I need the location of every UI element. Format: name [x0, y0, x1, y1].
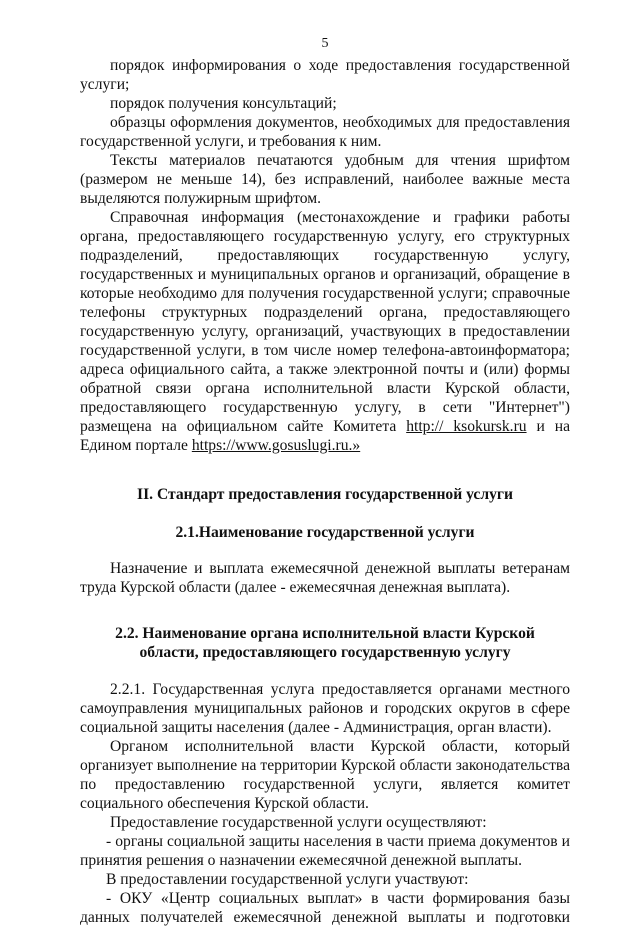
- committee-site-link[interactable]: http:// ksokursk.ru: [406, 418, 527, 435]
- paragraph-consultation-order: порядок получения консультаций;: [110, 95, 337, 112]
- paragraph-informing-order: порядок информирования о ходе предоставления государственной услуги;: [80, 57, 570, 93]
- reference-info-text: Справочная информация (местонахождение и графики работы органа, предоставляющего государственную услугу, его структурных подразделений, предоставляющих государственную услугу, государственных и муниципальных органов и организаций, обращение в которые необходимо для получения государственной услуги; справочные телефоны структурных подразделений органа, предоставляющего государственную услугу, организаций, участвующих в предоставлении государственной услуги, в том числе номер телефона-автоинформатора; адреса официального сайта, а также электронной почты и (или) формы обратной связи органа исполнительной власти Курской области, предоставляющего государственную услугу, в сети "Интернет") размещена на официальном сайте Комитета: [80, 209, 570, 435]
- paragraph-social-protection-bodies: - органы социальной защиты населения в части приема документов и принятия решения о назначении ежемесячной денежной выплаты.: [80, 833, 570, 869]
- section-2-1-heading: 2.1.Наименование государственной услуги: [175, 524, 475, 541]
- paragraph-2-2-1: 2.2.1. Государственная услуга предоставляется органами местного самоуправления муниципальных районов и городских округов в сфере социальной защиты населения (далее - Администрация, орган власти).: [80, 681, 570, 736]
- section-2-2-heading-line1: 2.2. Наименование органа исполнительной власти Курской: [115, 625, 535, 642]
- section-ii-heading: II. Стандарт предоставления государственной услуги: [137, 486, 513, 503]
- paragraph-oku-center: - ОКУ «Центр социальных выплат» в части формирования базы данных получателей ежемесячной денежной выплаты и подготовки: [80, 890, 570, 926]
- paragraph-text-materials: Тексты материалов печатаются удобным для чтения шрифтом (размером не меньше 14), без исправлений, наиболее важные места выделяются полужирным шрифтом.: [80, 152, 570, 207]
- page-number: 5: [321, 36, 329, 51]
- paragraph-executive-body: Органом исполнительной власти Курской области, который организует выполнение на территории Курской области законодательства по предоставлению государственной услуги, является комитет социального обеспечения Курской области.: [80, 738, 570, 812]
- paragraph-document-samples: образцы оформления документов, необходимых для предоставления государственной услуги, и требования к ним.: [80, 114, 570, 150]
- paragraph-service-name: Назначение и выплата ежемесячной денежной выплаты ветеранам труда Курской области (далее - ежемесячная денежная выплата).: [80, 560, 570, 596]
- paragraph-reference-info: [80, 208, 570, 455]
- section-2-2-heading-line2: области, предоставляющего государственную услугу: [139, 644, 511, 661]
- reference-info-mid: и на Едином портале: [80, 418, 570, 454]
- gosuslugi-link[interactable]: https://www.gosuslugi.ru.»: [191, 437, 361, 454]
- paragraph-service-providers: Предоставление государственной услуги осуществляют:: [110, 814, 487, 831]
- paragraph-participants: В предоставлении государственной услуги участвуют:: [106, 871, 469, 888]
- document-page: [80, 36, 570, 927]
